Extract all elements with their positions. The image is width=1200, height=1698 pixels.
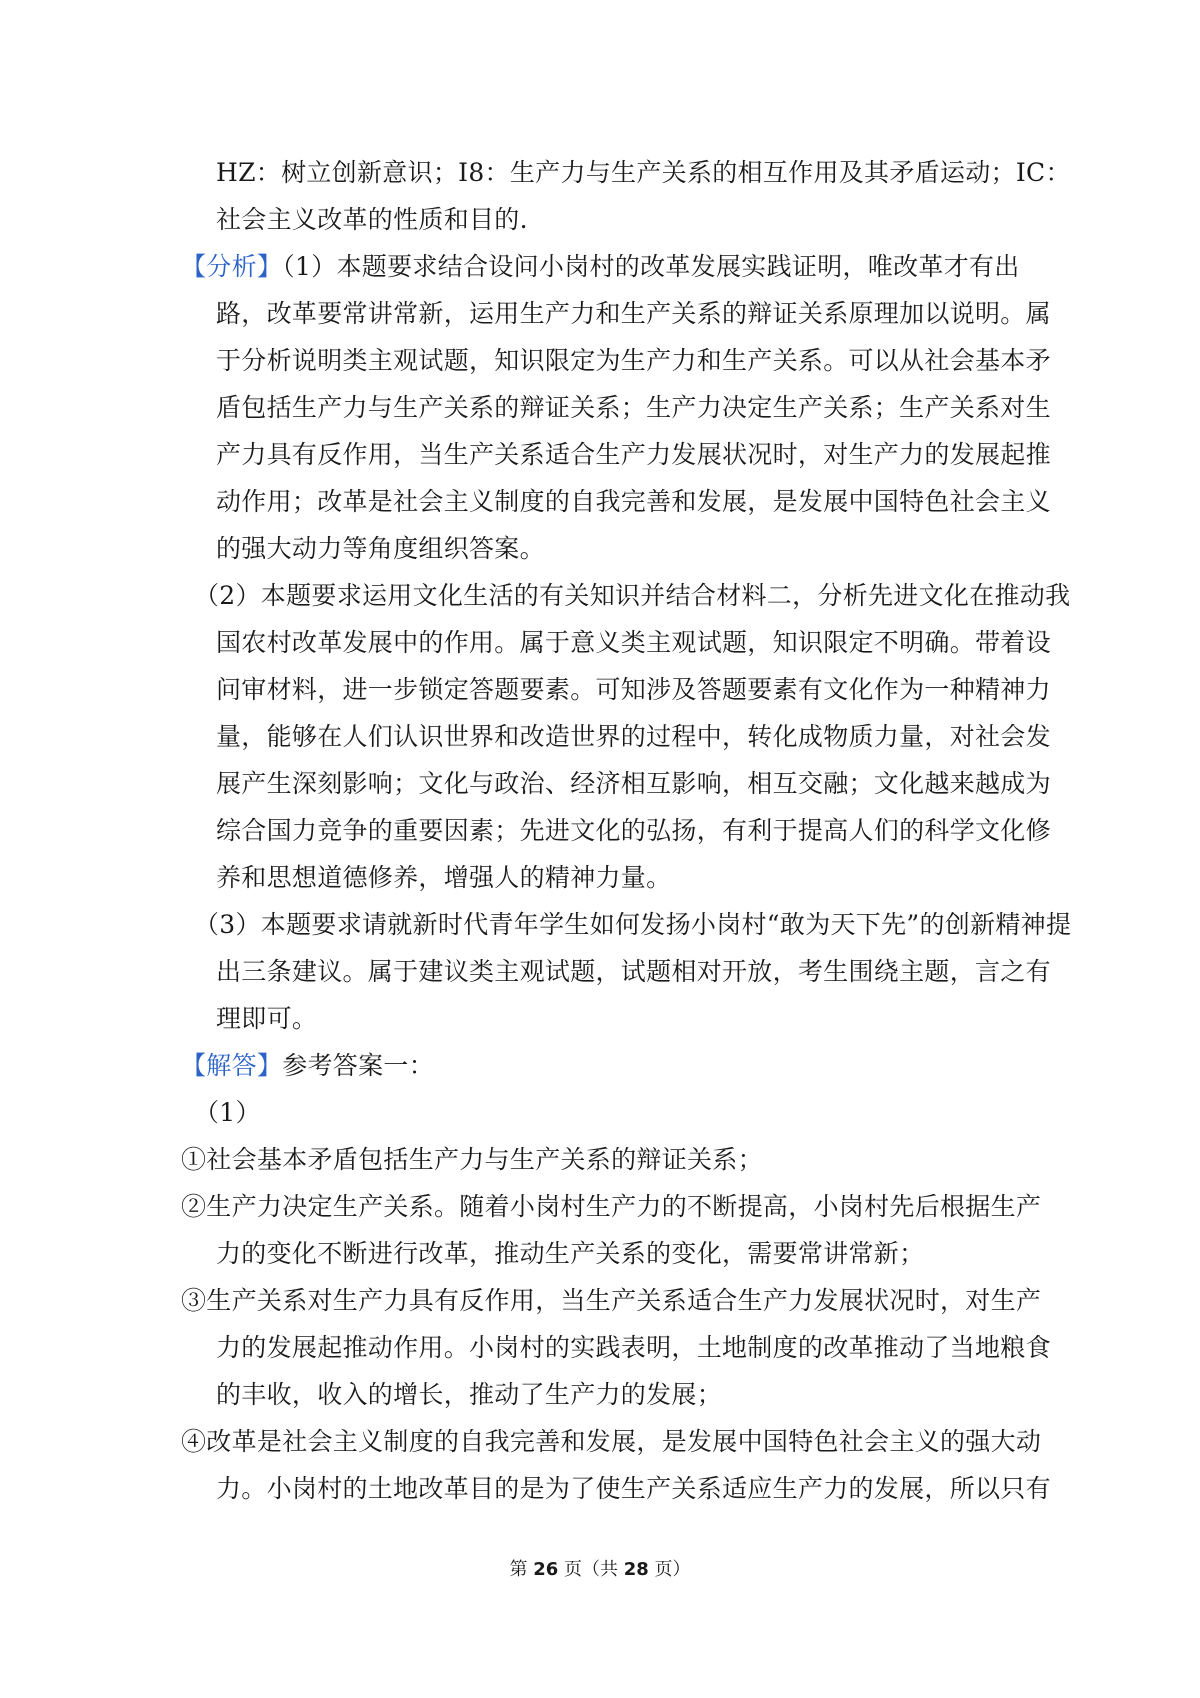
text-line: 盾包括生产力与生产关系的辩证关系；生产力决定生产关系；生产关系对生 xyxy=(216,393,1051,422)
text-line: ②生产力决定生产关系。随着小岗村生产力的不断提高，小岗村先后根据生产 xyxy=(181,1192,1042,1221)
text-line: 综合国力竞争的重要因素；先进文化的弘扬，有利于提高人们的科学文化修 xyxy=(216,816,1051,845)
text-line: （2）本题要求运用文化生活的有关知识并结合材料二，分析先进文化在推动我 xyxy=(194,581,1071,610)
answer-tag: 【解答】 xyxy=(181,1051,283,1080)
footer-total-pages: 28 xyxy=(623,1559,649,1580)
footer-suffix: 页） xyxy=(654,1559,691,1580)
text-line: 理即可。 xyxy=(216,1004,318,1033)
text-line: （1）本题要求结合设问小岗村的改革发展实践证明，唯改革才有出 xyxy=(282,252,1020,281)
text-line: 的丰收，收入的增长，推动了生产力的发展； xyxy=(216,1380,723,1409)
footer-prefix: 第 xyxy=(509,1559,528,1580)
text-line: 力的发展起推动作用。小岗村的实践表明，土地制度的改革推动了当地粮食 xyxy=(216,1333,1051,1362)
answer-line xyxy=(181,1049,434,1083)
text-line: HZ：树立创新意识；I8：生产力与生产关系的相互作用及其矛盾运动；IC： xyxy=(216,158,1071,187)
text-line: 展产生深刻影响；文化与政治、经济相互影响，相互交融；文化越来越成为 xyxy=(216,769,1051,798)
text-line: ③生产关系对生产力具有反作用，当生产关系适合生产力发展状况时，对生产 xyxy=(181,1286,1042,1315)
text-line: 的强大动力等角度组织答案。 xyxy=(216,534,545,563)
text-line: 动作用；改革是社会主义制度的自我完善和发展，是发展中国特色社会主义 xyxy=(216,487,1051,516)
text-line: 力。小岗村的土地改革目的是为了使生产关系适应生产力的发展，所以只有 xyxy=(216,1474,1051,1503)
text-line: 于分析说明类主观试题，知识限定为生产力和生产关系。可以从社会基本矛 xyxy=(216,346,1051,375)
text-line: 社会主义改革的性质和目的. xyxy=(216,205,528,234)
analysis-line xyxy=(181,250,1020,284)
text-line: 养和思想道德修养，增强人的精神力量。 xyxy=(216,863,672,892)
text-line: 问审材料，进一步锁定答题要素。可知涉及答题要素有文化作为一种精神力 xyxy=(216,675,1051,704)
text-line: ①社会基本矛盾包括生产力与生产关系的辩证关系； xyxy=(181,1145,763,1174)
page-footer xyxy=(0,1558,1200,1582)
text-line: 参考答案一： xyxy=(282,1051,435,1080)
text-line: 路，改革要常讲常新，运用生产力和生产关系的辩证关系原理加以说明。属 xyxy=(216,299,1051,328)
footer-middle: 页（共 xyxy=(564,1559,618,1580)
footer-page-number: 26 xyxy=(533,1559,559,1580)
text-line: 产力具有反作用，当生产关系适合生产力发展状况时，对生产力的发展起推 xyxy=(216,440,1051,469)
text-line: （1） xyxy=(194,1098,261,1127)
text-line: ④改革是社会主义制度的自我完善和发展，是发展中国特色社会主义的强大动 xyxy=(181,1427,1042,1456)
text-line: 出三条建议。属于建议类主观试题，试题相对开放，考生围绕主题，言之有 xyxy=(216,957,1051,986)
text-line: 国农村改革发展中的作用。属于意义类主观试题，知识限定不明确。带着设 xyxy=(216,628,1051,657)
text-line: 量，能够在人们认识世界和改造世界的过程中，转化成物质力量，对社会发 xyxy=(216,722,1051,751)
text-line: （3）本题要求请就新时代青年学生如何发扬小岗村“敢为天下先”的创新精神提 xyxy=(194,910,1072,939)
text-line: 力的变化不断进行改革，推动生产关系的变化，需要常讲常新； xyxy=(216,1239,925,1268)
analysis-tag: 【分析】 xyxy=(181,252,283,281)
